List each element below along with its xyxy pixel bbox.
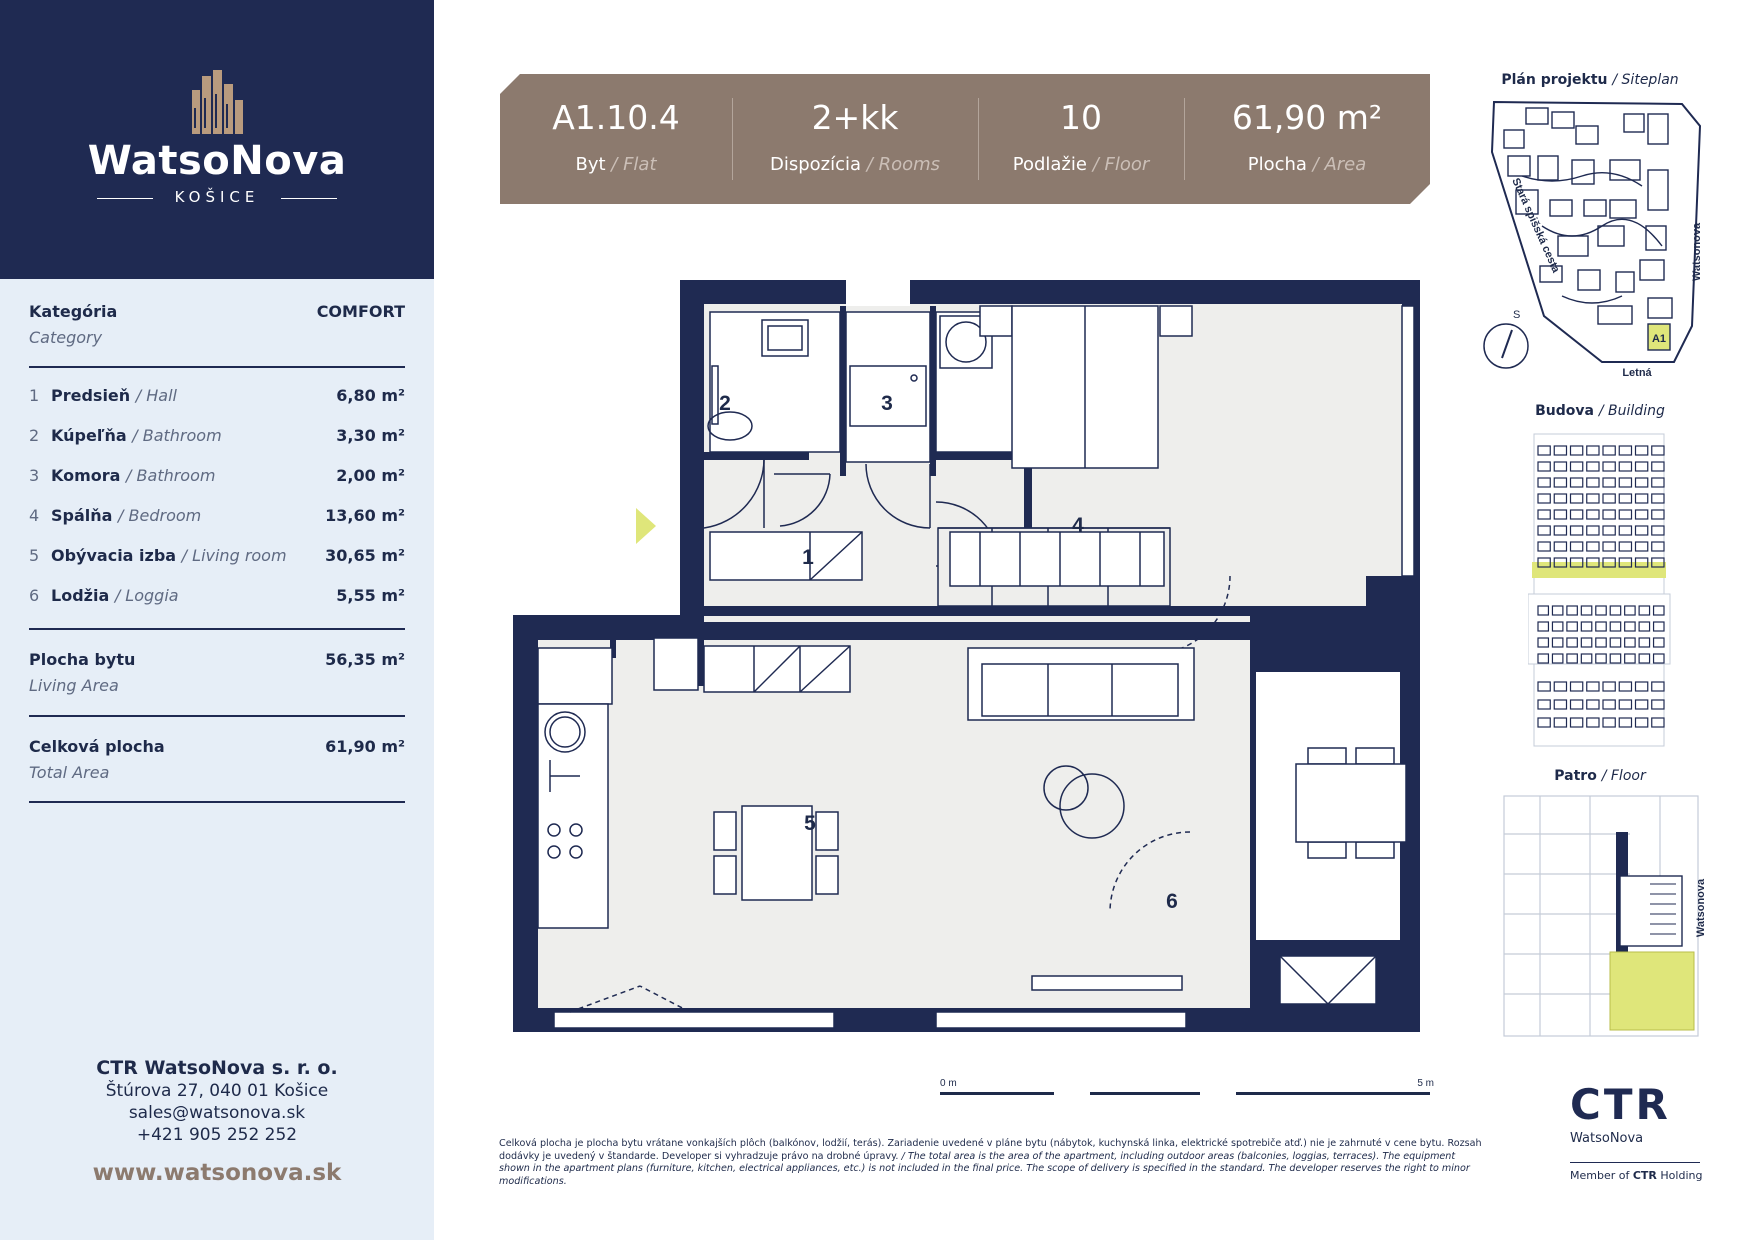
plan-label-3: 3 bbox=[881, 392, 893, 415]
banner-rooms: 2+kk Dispozícia / Rooms bbox=[732, 74, 978, 204]
room-area: 5,55 m² bbox=[336, 586, 405, 605]
disclaimer-en: / The total area is the area of the apartment, including outdoor areas (balconies, loggias, terraces). The equipment shown in the apartment plans (furniture, kitchen, electrical appliances, etc.) is not included in the final price. The scope of delivery is specified in the standard. The developer reserves the right to minor modifications. bbox=[499, 1150, 1470, 1187]
room-name: Komora bbox=[51, 466, 121, 485]
room-name-en: Bedroom bbox=[128, 506, 202, 525]
rooms-label: Dispozícia bbox=[769, 154, 862, 175]
contact-phone[interactable]: +421 905 252 252 bbox=[136, 1125, 298, 1145]
floor-label: Podlažie bbox=[1012, 154, 1087, 175]
plan-label-6: 6 bbox=[1166, 890, 1178, 913]
apartment-summary-banner bbox=[500, 74, 1430, 204]
category-label: Kategória bbox=[29, 302, 118, 321]
category-value: COMFORT bbox=[316, 302, 405, 321]
info-panel bbox=[0, 0, 434, 1240]
bedroom-window bbox=[1402, 306, 1414, 576]
rooms-label-en: Rooms bbox=[878, 154, 941, 175]
scale-start: 0 m bbox=[940, 1078, 957, 1089]
plan-label-2: 2 bbox=[719, 392, 731, 415]
room-name-en: Living room bbox=[192, 546, 287, 565]
area-value: 61,90 m² bbox=[1231, 98, 1383, 137]
building-logo-icon bbox=[186, 70, 246, 134]
flat-label-en: Flat bbox=[623, 154, 657, 175]
floor-label-en: Floor bbox=[1104, 154, 1150, 175]
room-number: 1 bbox=[29, 386, 40, 405]
total-area-label: Celková plocha bbox=[29, 737, 165, 756]
flat-id: A1.10.4 bbox=[552, 98, 680, 137]
banner-floor: 10 Podlažie / Floor bbox=[978, 74, 1184, 204]
siteplan-title: Plán projektu / Siteplan bbox=[1501, 72, 1679, 88]
building-title: Budova / Building bbox=[1535, 403, 1665, 419]
brand-city: KOŠICE bbox=[174, 188, 260, 206]
room-row: 4 Spálňa / Bedroom 13,60 m² bbox=[29, 506, 405, 525]
living-area-value: 56,35 m² bbox=[325, 650, 405, 669]
brand-divider bbox=[281, 198, 337, 199]
floor-plan bbox=[510, 276, 1420, 1050]
room-name: Obývacia izba bbox=[51, 546, 177, 565]
room-name: Predsieň bbox=[51, 386, 131, 405]
sofa bbox=[968, 648, 1194, 720]
ctr-wordmark: CTR bbox=[1570, 1080, 1671, 1129]
floor-value: 10 bbox=[1060, 98, 1102, 137]
room-area: 6,80 m² bbox=[336, 386, 405, 405]
scale-bar bbox=[940, 1072, 1440, 1112]
divider bbox=[29, 715, 405, 717]
floor-mini-title: Patro / Floor bbox=[1554, 768, 1646, 784]
room-name-en: Bathroom bbox=[136, 466, 216, 485]
room-name: Kúpeľňa bbox=[51, 426, 127, 445]
ctr-member: Member of CTR Holding bbox=[1570, 1169, 1703, 1182]
floor-mini-street: Watsonova bbox=[1695, 878, 1707, 938]
room-row: 1 Predsieň / Hall 6,80 m² bbox=[29, 386, 405, 405]
divider bbox=[29, 628, 405, 630]
room-row: 5 Obývacia izba / Living room 30,65 m² bbox=[29, 546, 405, 565]
brand-name: WatsoNova bbox=[87, 138, 347, 184]
company-address: Štúrova 27, 040 01 Košice bbox=[105, 1081, 329, 1101]
category-label-en: Category bbox=[29, 328, 103, 347]
room-name: Lodžia bbox=[51, 586, 110, 605]
ctr-sub: WatsoNova bbox=[1570, 1131, 1644, 1146]
room-row: 3 Komora / Bathroom 2,00 m² bbox=[29, 466, 405, 485]
living-area-label-en: Living Area bbox=[29, 676, 119, 695]
room-area: 13,60 m² bbox=[325, 506, 405, 525]
floor-mini-highlight bbox=[1610, 952, 1694, 1030]
divider bbox=[29, 366, 405, 368]
living-area-label: Plocha bytu bbox=[29, 650, 136, 669]
street-left: Stará spišská cesta bbox=[1509, 176, 1562, 275]
room-number: 3 bbox=[29, 466, 40, 485]
siteplan-block-label: A1 bbox=[1651, 333, 1667, 345]
total-area-value: 61,90 m² bbox=[325, 737, 405, 756]
north-label: S bbox=[1513, 309, 1521, 321]
disclaimer-text bbox=[499, 1138, 1489, 1188]
room-row: 2 Kúpeľňa / Bathroom 3,30 m² bbox=[29, 426, 405, 445]
area-label: Plocha bbox=[1247, 154, 1307, 175]
room-number: 2 bbox=[29, 426, 40, 445]
room-number: 5 bbox=[29, 546, 40, 565]
entrance-arrow-icon bbox=[636, 508, 656, 544]
room-area: 30,65 m² bbox=[325, 546, 405, 565]
room-name-en: Loggia bbox=[125, 586, 179, 605]
floor-mini-plan bbox=[1500, 794, 1710, 1038]
building-elevation bbox=[1528, 432, 1672, 748]
street-bottom: Letná bbox=[1622, 367, 1652, 379]
flat-label: Byt bbox=[575, 154, 606, 175]
contact-block bbox=[0, 1056, 434, 1146]
plan-label-1: 1 bbox=[802, 546, 814, 569]
company-name: CTR WatsoNova s. r. o. bbox=[96, 1057, 338, 1079]
room-area: 3,30 m² bbox=[336, 426, 405, 445]
area-label-en: Area bbox=[1324, 154, 1367, 175]
ctr-logo bbox=[1570, 1080, 1705, 1182]
room-name-en: Bathroom bbox=[142, 426, 222, 445]
room-name: Spálňa bbox=[51, 506, 113, 525]
disclaimer-sk: Celková plocha je plocha bytu vrátane vonkajších plôch (balkónov, lodžií, terás). Zariadenie uvedené v pláne bytu (nábytok, kuchynská linka, elektrické spotrebiče atď.) nie je zahrnuté v cene bytu. Rozsah dodávky je uvedený v štandarde. Developer si vyhradzuje právo na drobné úpravy. bbox=[499, 1138, 1482, 1162]
room-row: 6 Lodžia / Loggia 5,55 m² bbox=[29, 586, 405, 605]
rooms-value: 2+kk bbox=[811, 98, 899, 137]
banner-area: 61,90 m² Plocha / Area bbox=[1184, 74, 1430, 204]
scale-end: 5 m bbox=[1417, 1078, 1434, 1089]
total-area-label-en: Total Area bbox=[29, 763, 110, 782]
brand-block bbox=[0, 0, 434, 279]
siteplan-map bbox=[1482, 96, 1708, 382]
room-area: 2,00 m² bbox=[336, 466, 405, 485]
room-name-en: Hall bbox=[146, 386, 177, 405]
divider bbox=[29, 801, 405, 803]
room-number: 4 bbox=[29, 506, 40, 525]
banner-flat: A1.10.4 Byt / Flat bbox=[500, 74, 732, 204]
plan-label-4: 4 bbox=[1072, 514, 1084, 537]
room-number: 6 bbox=[29, 586, 40, 605]
website-link[interactable]: www.watsonova.sk bbox=[92, 1160, 342, 1186]
plan-label-5: 5 bbox=[804, 812, 816, 835]
contact-email[interactable]: sales@watsonova.sk bbox=[128, 1103, 306, 1123]
street-right: Watsonova bbox=[1691, 222, 1703, 282]
